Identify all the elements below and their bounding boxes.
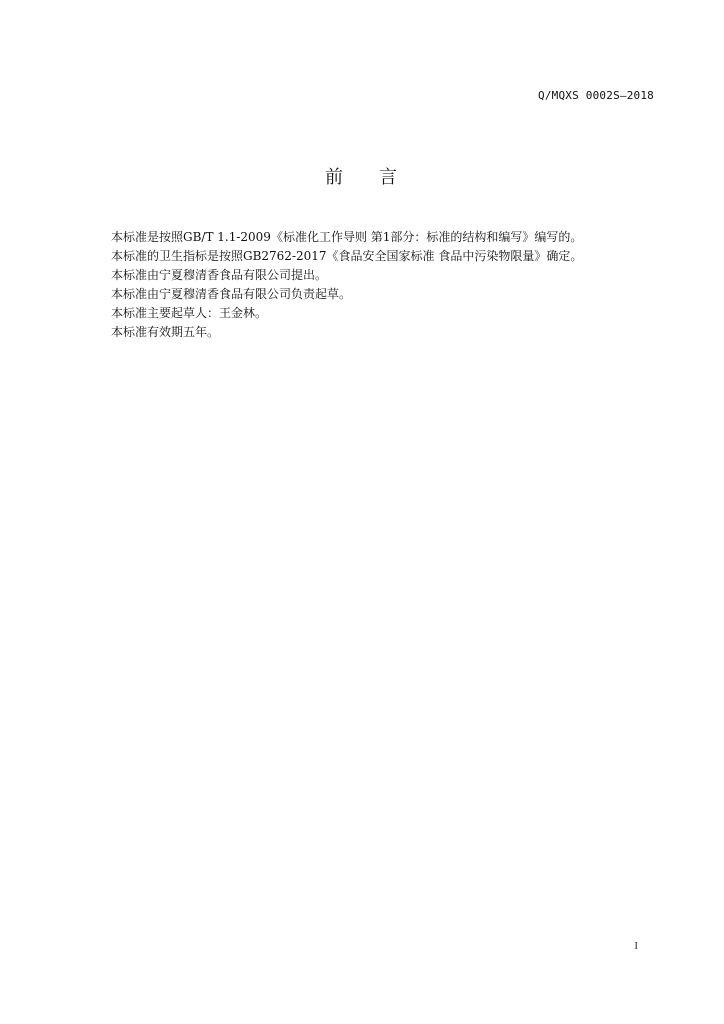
paragraph: 本标准有效期五年。 <box>111 325 220 339</box>
foreword-body <box>111 228 631 342</box>
paragraph: 本标准的卫生指标是按照GB2762-2017《食品安全国家标准 食品中污染物限量》确定。 <box>111 249 583 263</box>
page-title <box>0 163 724 189</box>
document-code: Q/MQXS 0002S—2018 <box>538 89 654 102</box>
paragraph: 本标准主要起草人：王金林。 <box>111 306 268 320</box>
title-char-2: 言 <box>379 167 399 188</box>
paragraph: 本标准由宁夏穆清香食品有限公司负责起草。 <box>111 287 352 301</box>
title-char-1: 前 <box>325 167 345 188</box>
page-number: I <box>634 940 638 952</box>
paragraph: 本标准是按照GB/T 1.1-2009《标准化工作导则 第1部分：标准的结构和编写》编写的。 <box>111 230 583 244</box>
paragraph: 本标准由宁夏穆清香食品有限公司提出。 <box>111 268 328 282</box>
